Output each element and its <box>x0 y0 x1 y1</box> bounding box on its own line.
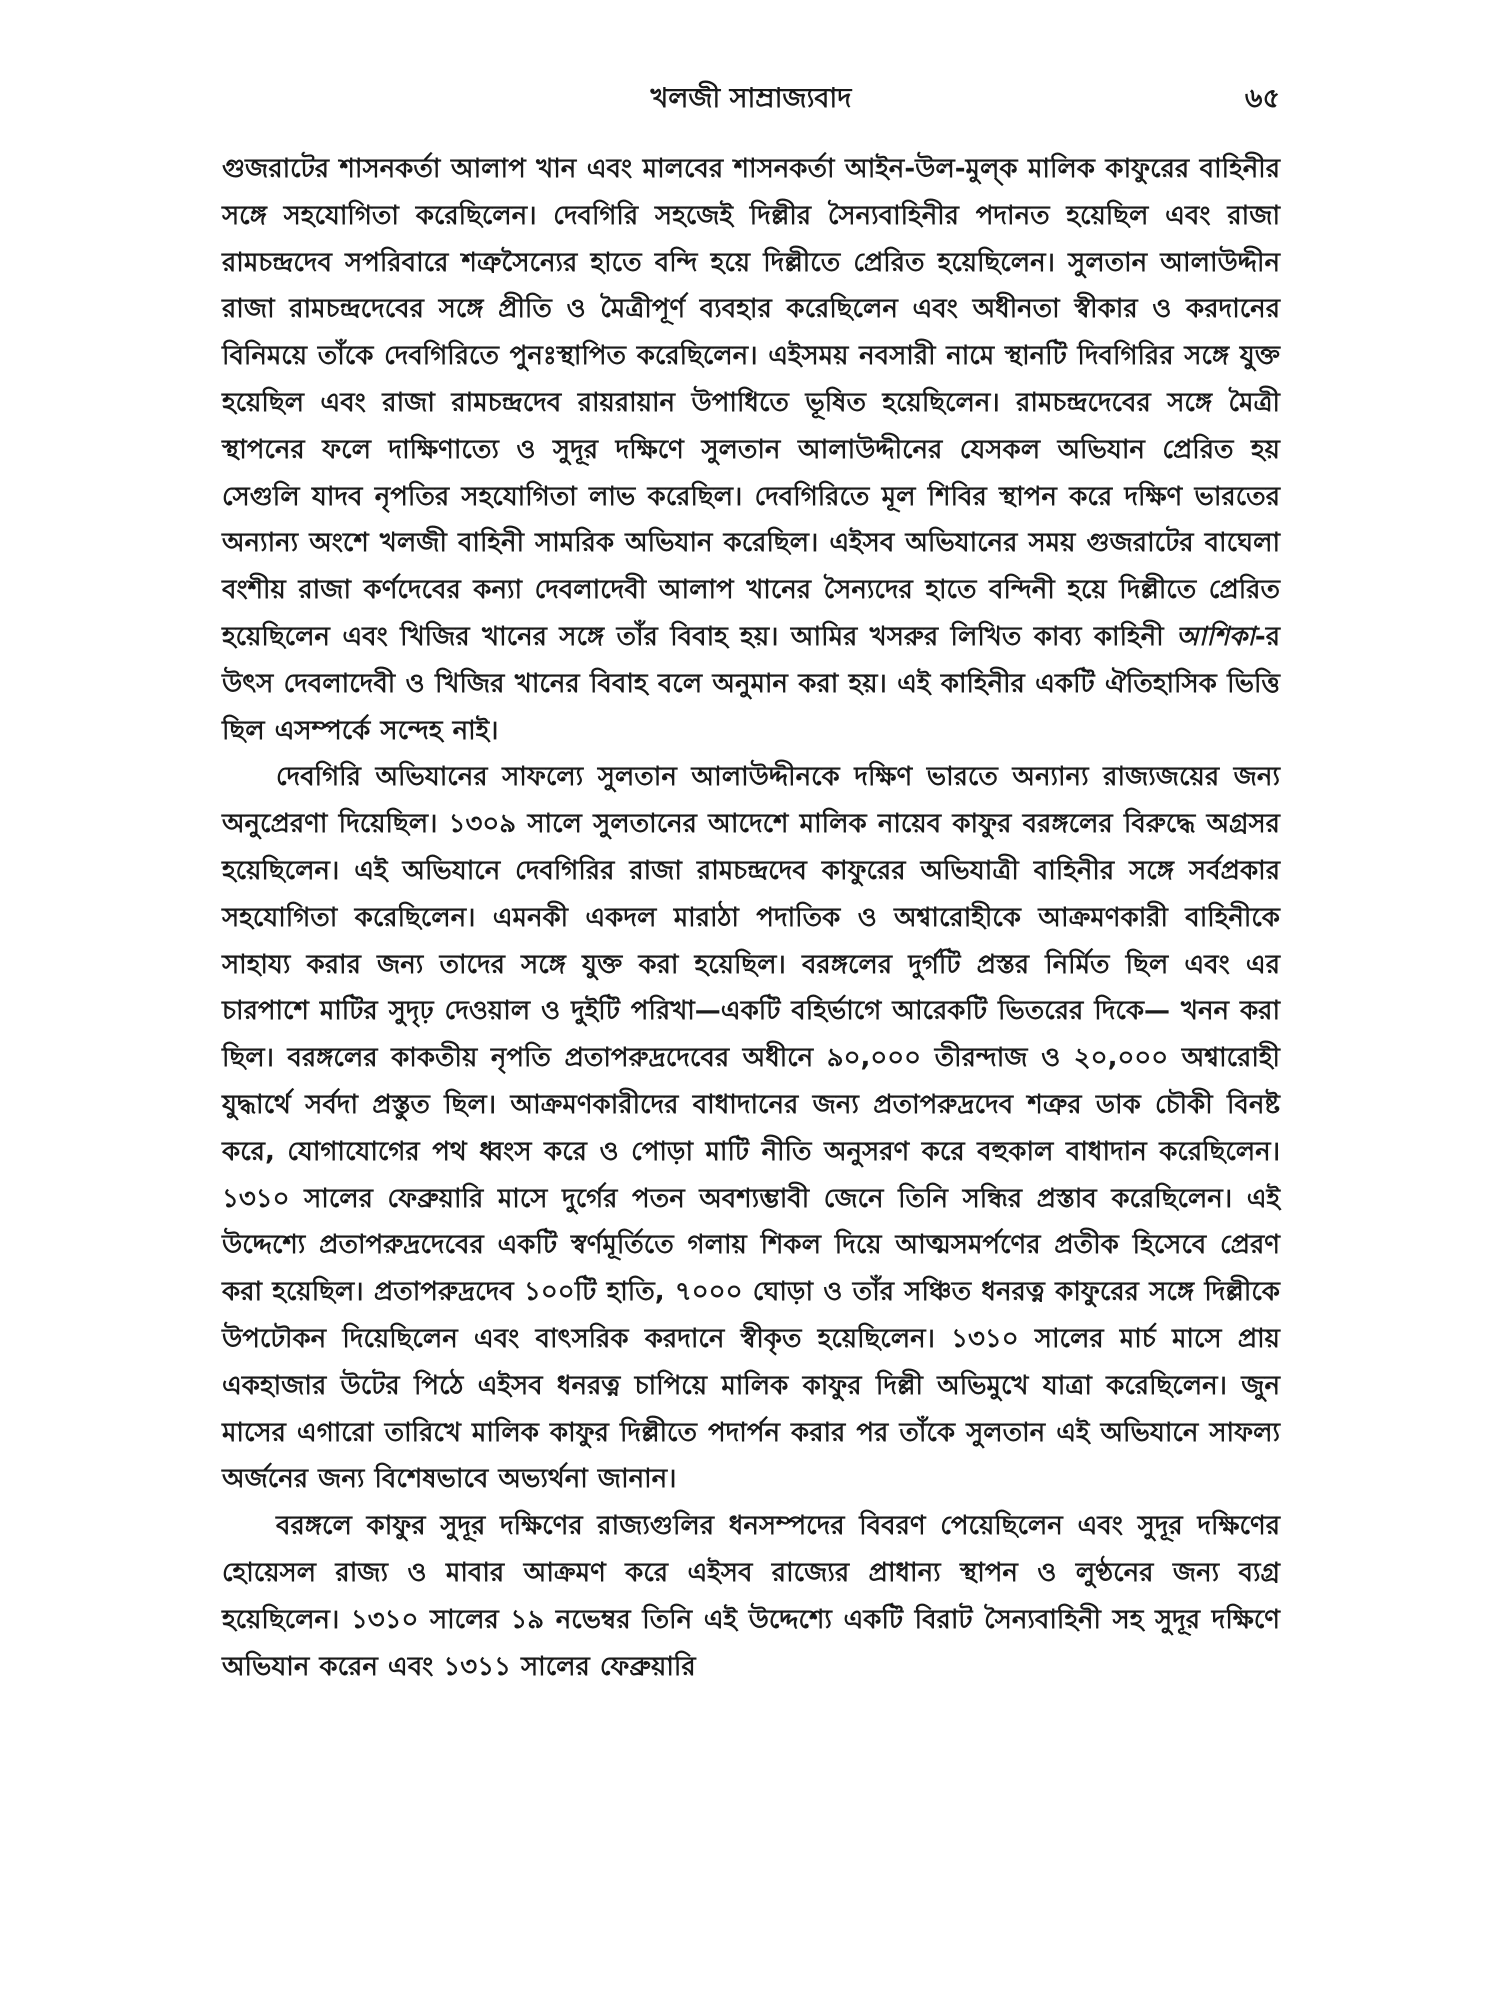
running-header <box>222 60 1280 120</box>
paragraph-1-text: গুজরাটের শাসনকর্তা আলাপ খান এবং মালবের শাসনকর্তা আইন-উল-মুল্‌ক মালিক কাফুরের বাহিনীর সঙ্গে সহযোগিতা করেছিলেন। দেবগিরি সহজেই দিল্লীর সৈন্যবাহিনীর পদানত হয়েছিল এবং রাজা রামচন্দ্রদেব সপরিবারে শত্রুসৈন্যের হাতে বন্দি হয়ে দিল্লীতে প্রেরিত হয়েছিলেন। সুলতান আলাউদ্দীন রাজা রামচন্দ্রদেবের সঙ্গে প্রীতি ও মৈত্রীপূর্ণ ব্যবহার করেছিলেন এবং অধীনতা স্বীকার ও করদানের বিনিময়ে তাঁকে দেবগিরিতে পুনঃস্থাপিত করেছিলেন। এইসময় নবসারী নামে স্থানটি দিবগিরির সঙ্গে যুক্ত হয়েছিল এবং রাজা রামচন্দ্রদেব রায়রায়ান উপাধিতে ভূষিত হয়েছিলেন। রামচন্দ্রদেবের সঙ্গে মৈত্রী স্থাপনের ফলে দাক্ষিণাত্যে ও সুদূর দক্ষিণে সুলতান আলাউদ্দীনের যেসকল অভিযান প্রেরিত হয় সেগুলি যাদব নৃপতির সহযোগিতা লাভ করেছিল। দেবগিরিতে মূল শিবির স্থাপন করে দক্ষিণ ভারতের অন্যান্য অংশে খলজী বাহিনী সামরিক অভিযান করেছিল। এইসব অভিযানের সময় গুজরাটের বাঘেলা বংশীয় রাজা কর্ণদেবের কন্যা দেবলাদেবী আলাপ খানের সৈন্যদের হাতে বন্দিনী হয়ে দিল্লীতে প্রেরিত হয়েছিলেন এবং খিজির খানের সঙ্গে তাঁর বিবাহ হয়। আমির খসরুর লিখিত কাব্য কাহিনী <box>222 154 1280 652</box>
paragraph-1 <box>222 146 1280 754</box>
paragraph-3-text: বরঙ্গলে কাফুর সুদূর দক্ষিণের রাজ্যগুলির ধনসম্পদের বিবরণ পেয়েছিলেন এবং সুদূর দক্ষিণের হোয়েসল রাজ্য ও মাবার আক্রমণ করে এইসব রাজ্যের প্রাধান্য স্থাপন ও লুণ্ঠনের জন্য ব্যগ্র হয়েছিলেন। ১৩১০ সালের ১৯ নভেম্বর তিনি এই উদ্দেশ্যে একটি বিরাট সৈন্যবাহিনী সহ সুদূর দক্ষিণে অভিযান করেন এবং ১৩১১ সালের ফেব্রুয়ারি <box>222 1511 1280 1682</box>
running-title: খলজী সাম্রাজ্যবাদ <box>650 83 852 114</box>
body-text <box>222 146 1280 1690</box>
page-number: ৬৫ <box>1244 83 1280 114</box>
poem-title: আশিকা <box>1176 621 1255 652</box>
paragraph-2 <box>222 754 1280 1503</box>
paragraph-2-text: দেবগিরি অভিযানের সাফল্যে সুলতান আলাউদ্দীনকে দক্ষিণ ভারতে অন্যান্য রাজ্যজয়ের জন্য অনুপ্রেরণা দিয়েছিল। ১৩০৯ সালে সুলতানের আদেশে মালিক নায়েব কাফুর বরঙ্গলের বিরুদ্ধে অগ্রসর হয়েছিলেন। এই অভিযানে দেবগিরির রাজা রামচন্দ্রদেব কাফুরের অভিযাত্রী বাহিনীর সঙ্গে সর্বপ্রকার সহযোগিতা করেছিলেন। এমনকী একদল মারাঠা পদাতিক ও অশ্বারোহীকে আক্রমণকারী বাহিনীকে সাহায্য করার জন্য তাদের সঙ্গে যুক্ত করা হয়েছিল। বরঙ্গলের দুর্গটি প্রস্তর নির্মিত ছিল এবং এর চারপাশে মাটির সুদৃঢ় দেওয়াল ও দুইটি পরিখা—একটি বহির্ভাগে আরেকটি ভিতরের দিকে— খনন করা ছিল। বরঙ্গলের কাকতীয় নৃপতি প্রতাপরুদ্রদেবের অধীনে ৯০,০০০ তীরন্দাজ ও ২০,০০০ অশ্বারোহী যুদ্ধার্থে সর্বদা প্রস্তুত ছিল। আক্রমণকারীদের বাধাদানের জন্য প্রতাপরুদ্রদেব শত্রুর ডাক চৌকী বিনষ্ট করে, যোগাযোগের পথ ধ্বংস করে ও পোড়া মাটি নীতি অনুসরণ করে বহুকাল বাধাদান করেছিলেন। ১৩১০ সালের ফেব্রুয়ারি মাসে দুর্গের পতন অবশ্যম্ভাবী জেনে তিনি সন্ধির প্রস্তাব করেছিলেন। এই উদ্দেশ্যে প্রতাপরুদ্রদেবের একটি স্বর্ণমূর্তিতে গলায় শিকল দিয়ে আত্মসমর্পণের প্রতীক হিসেবে প্রেরণ করা হয়েছিল। প্রতাপরুদ্রদেব ১০০টি হাতি, ৭০০০ ঘোড়া ও তাঁর সঞ্চিত ধনরত্ন কাফুরের সঙ্গে দিল্লীকে উপঢৌকন দিয়েছিলেন এবং বাৎসরিক করদানে স্বীকৃত হয়েছিলেন। ১৩১০ সালের মার্চ মাসে প্রায় একহাজার উটের পিঠে এইসব ধনরত্ন চাপিয়ে মালিক কাফুর দিল্লী অভিমুখে যাত্রা করেছিলেন। জুন মাসের এগারো তারিখে মালিক কাফুর দিল্লীতে পদার্পন করার পর তাঁকে সুলতান এই অভিযানে সাফল্য অর্জনের জন্য বিশেষভাবে অভ্যর্থনা জানান। <box>222 762 1280 1495</box>
paragraph-3 <box>222 1503 1280 1690</box>
paragraph-1-text-after: -র উৎস দেবলাদেবী ও খিজির খানের বিবাহ বলে অনুমান করা হয়। এই কাহিনীর একটি ঐতিহাসিক ভিত্তি ছিল এসম্পর্কে সন্দেহ নাই। <box>222 621 1280 746</box>
